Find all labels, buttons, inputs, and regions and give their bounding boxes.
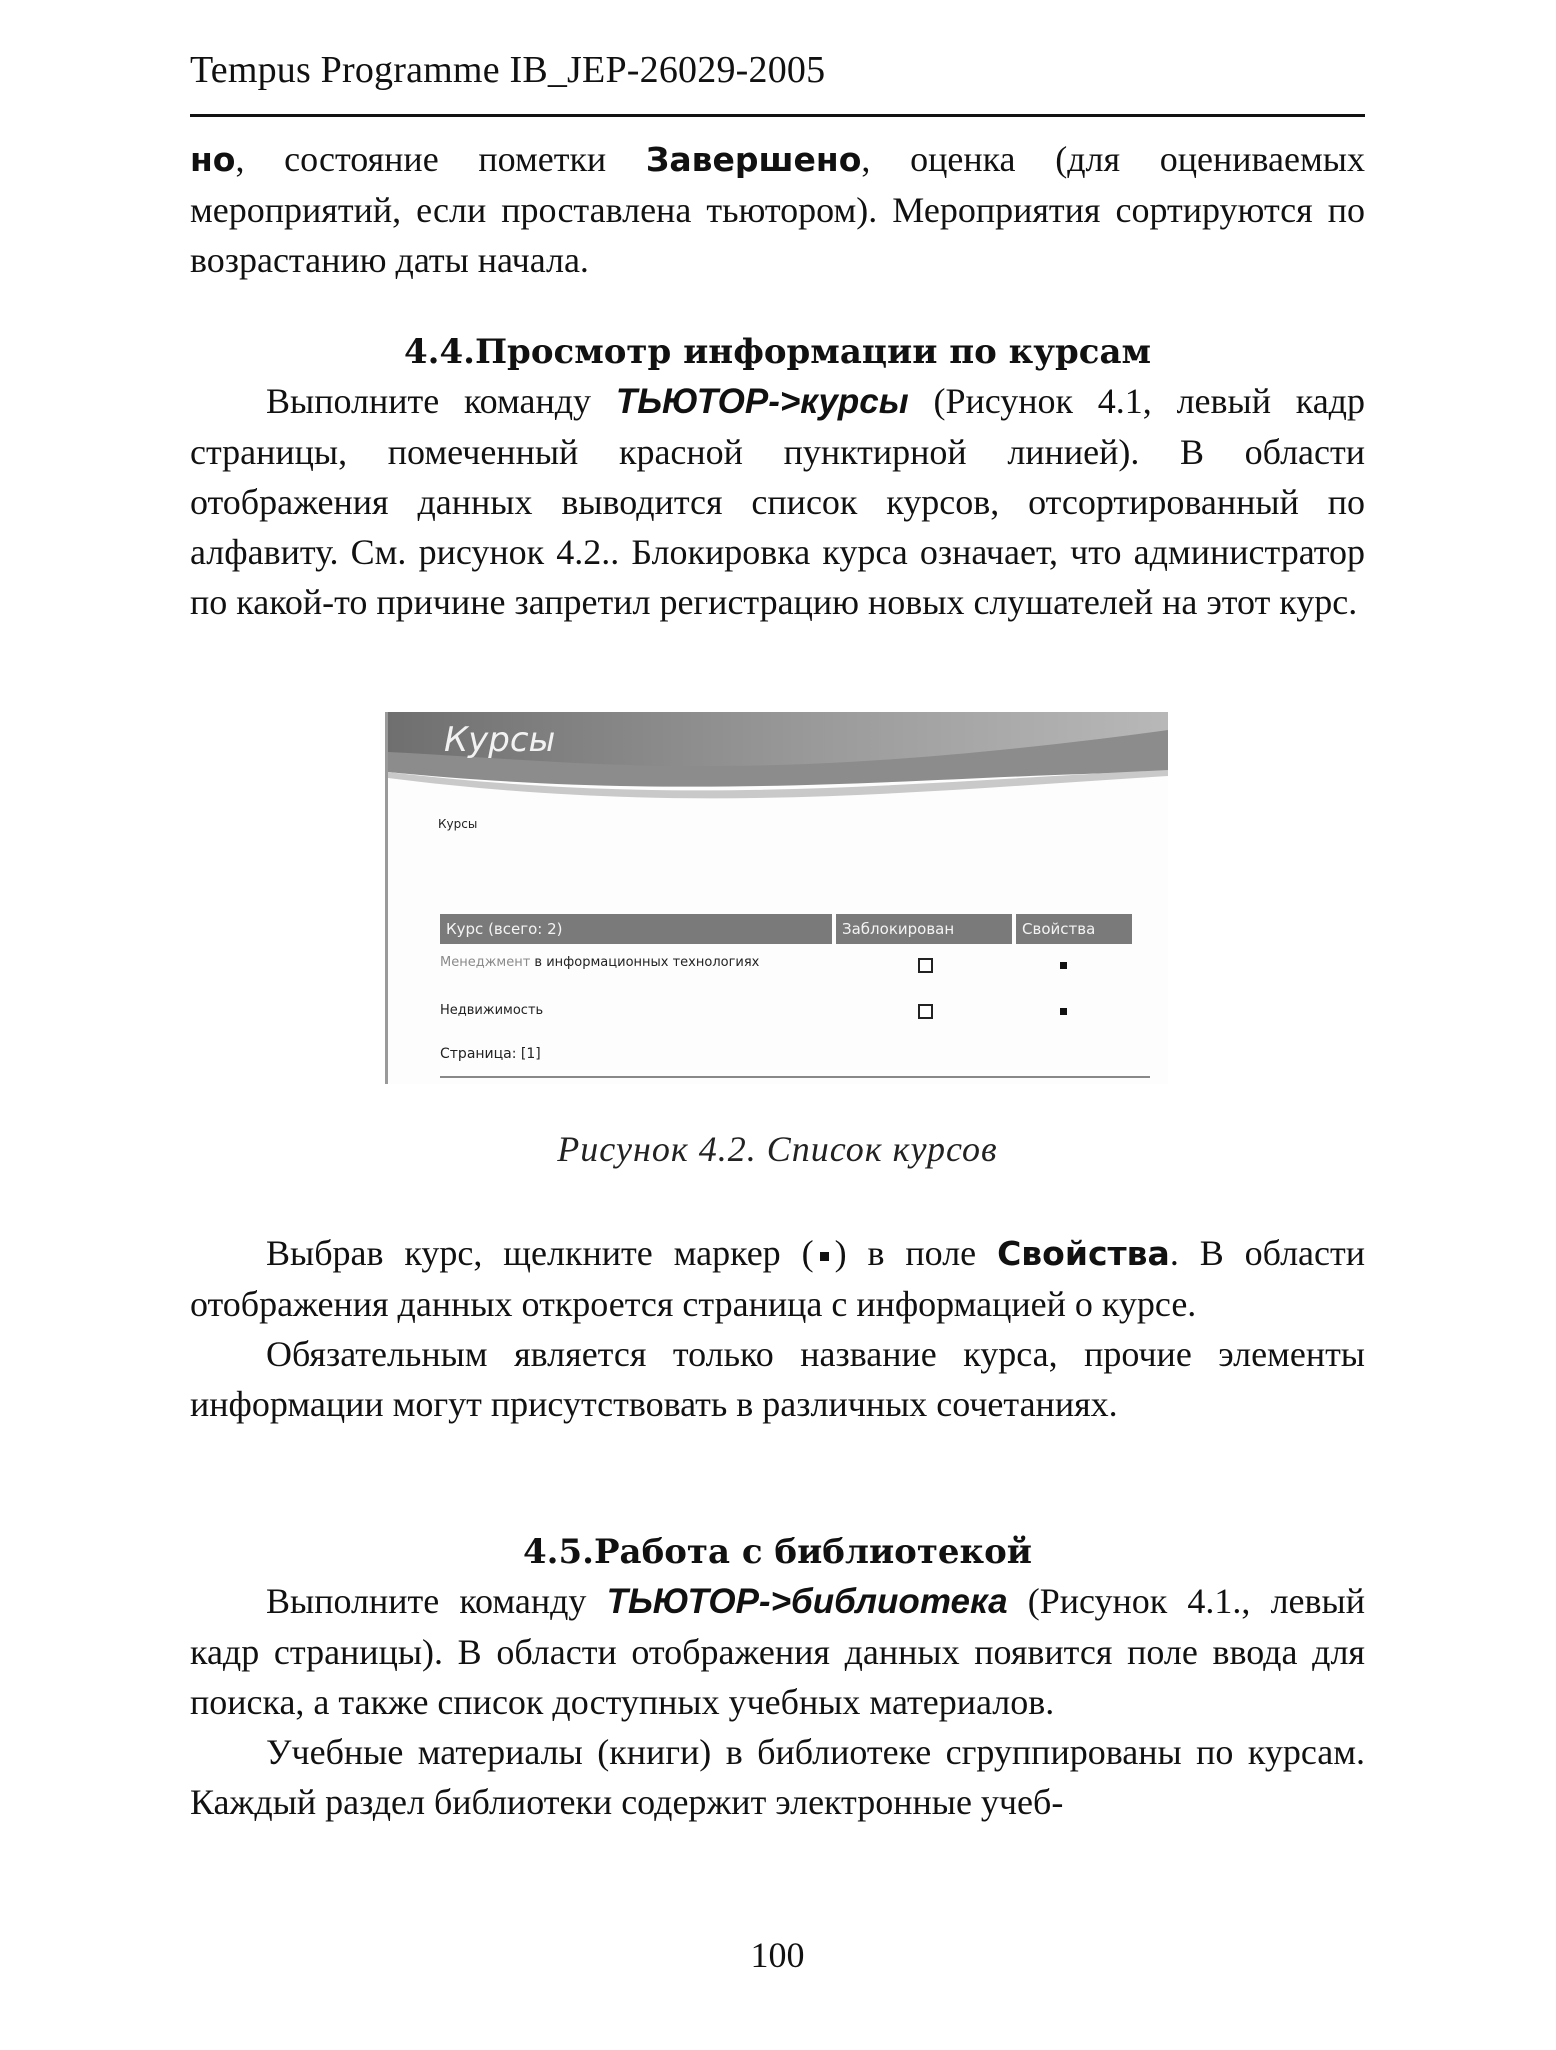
running-header: Tempus Programme IB_JEP-26029-2005 <box>190 49 826 91</box>
table-row <box>440 954 1132 994</box>
paragraph-continuation: но, состояние пометки Завершено, оценка (для оцениваемых мероприятий, если проставлена тьютором). Мероприятия сортируются по возрастанию даты начала. <box>190 139 1365 280</box>
figure-page-label: Курсы <box>438 817 478 831</box>
bold-term-properties: Свойства <box>997 1234 1170 1273</box>
marker-icon <box>820 1252 829 1261</box>
header-rule <box>190 114 1365 117</box>
blocked-checkbox[interactable] <box>918 1004 933 1019</box>
section-4-4-paragraph: Выполните команду ТЬЮТОР->курсы (Рисунок 4.1, левый кадр страницы, помеченный красной пунктирной линией). В области отображения данных выводится список курсов, отсортированный по алфавиту. См. рисунок 4.2.. Блокировка курса означает, что администратор по какой-то причине запретил регистрацию новых слушателей на этот курс. <box>190 381 1365 622</box>
bold-fragment: но <box>190 140 236 179</box>
column-header-blocked[interactable]: Заблокирован <box>836 914 1012 944</box>
blocked-checkbox[interactable] <box>918 958 933 973</box>
figure-banner-title: Курсы <box>444 720 556 760</box>
paragraphs-after-figure: Выбрав курс, щелкните маркер ( ) в поле Свойства. В области отображения данных откроется страница с информацией о курсе. Обязательным является только название курса, прочие элементы информации могут присутствовать в различных сочетаниях. <box>190 1228 1365 1429</box>
section-heading-4-5: 4.5.Работа с библиотекой <box>522 1532 1032 1572</box>
command-tutor-courses: ТЬЮТОР->курсы <box>615 382 909 421</box>
paragraph-required-fields: Обязательным является только название курса, прочие элементы информации могут присутствовать в различных сочетаниях. <box>190 1334 1365 1424</box>
courses-table <box>440 914 1132 1030</box>
column-header-course[interactable]: Курс (всего: 2) <box>440 914 832 944</box>
section-4-5-paragraphs: Выполните команду ТЬЮТОР->библиотека (Рисунок 4.1., левый кадр страницы). В области отображения данных появится поле ввода для поиска, а также список доступных учебных материалов. Учебные материалы (книги) в библиотеке сгруппированы по курсам. Каждый раздел библиотеки содержит электронные учеб- <box>190 1576 1365 1827</box>
course-name[interactable]: Недвижимость <box>440 1003 544 1018</box>
paragraph-library-materials: Учебные материалы (книги) в библиотеке сгруппированы по курсам. Каждый раздел библиотеки содержит электронные учеб- <box>190 1732 1365 1822</box>
section-heading-4-4: 4.4.Просмотр информации по курсам <box>403 332 1152 372</box>
table-row <box>440 1002 1132 1030</box>
properties-marker[interactable] <box>1060 1008 1067 1015</box>
bold-term-completed: Завершено <box>645 140 862 179</box>
figure-caption: Рисунок 4.2. Список курсов <box>557 1129 998 1169</box>
courses-table-header <box>440 914 1132 944</box>
command-tutor-library: ТЬЮТОР->библиотека <box>606 1582 1008 1621</box>
page-number: 100 <box>750 1935 805 1975</box>
figure-bottom-rule <box>440 1076 1150 1078</box>
figure-pager[interactable]: Страница: [1] <box>440 1046 541 1062</box>
column-header-properties[interactable]: Свойства <box>1016 914 1132 944</box>
properties-marker[interactable] <box>1060 962 1067 969</box>
course-name[interactable]: Менеджмент в информационных технологиях <box>440 955 760 970</box>
figure-course-list-screenshot <box>385 712 1168 1084</box>
